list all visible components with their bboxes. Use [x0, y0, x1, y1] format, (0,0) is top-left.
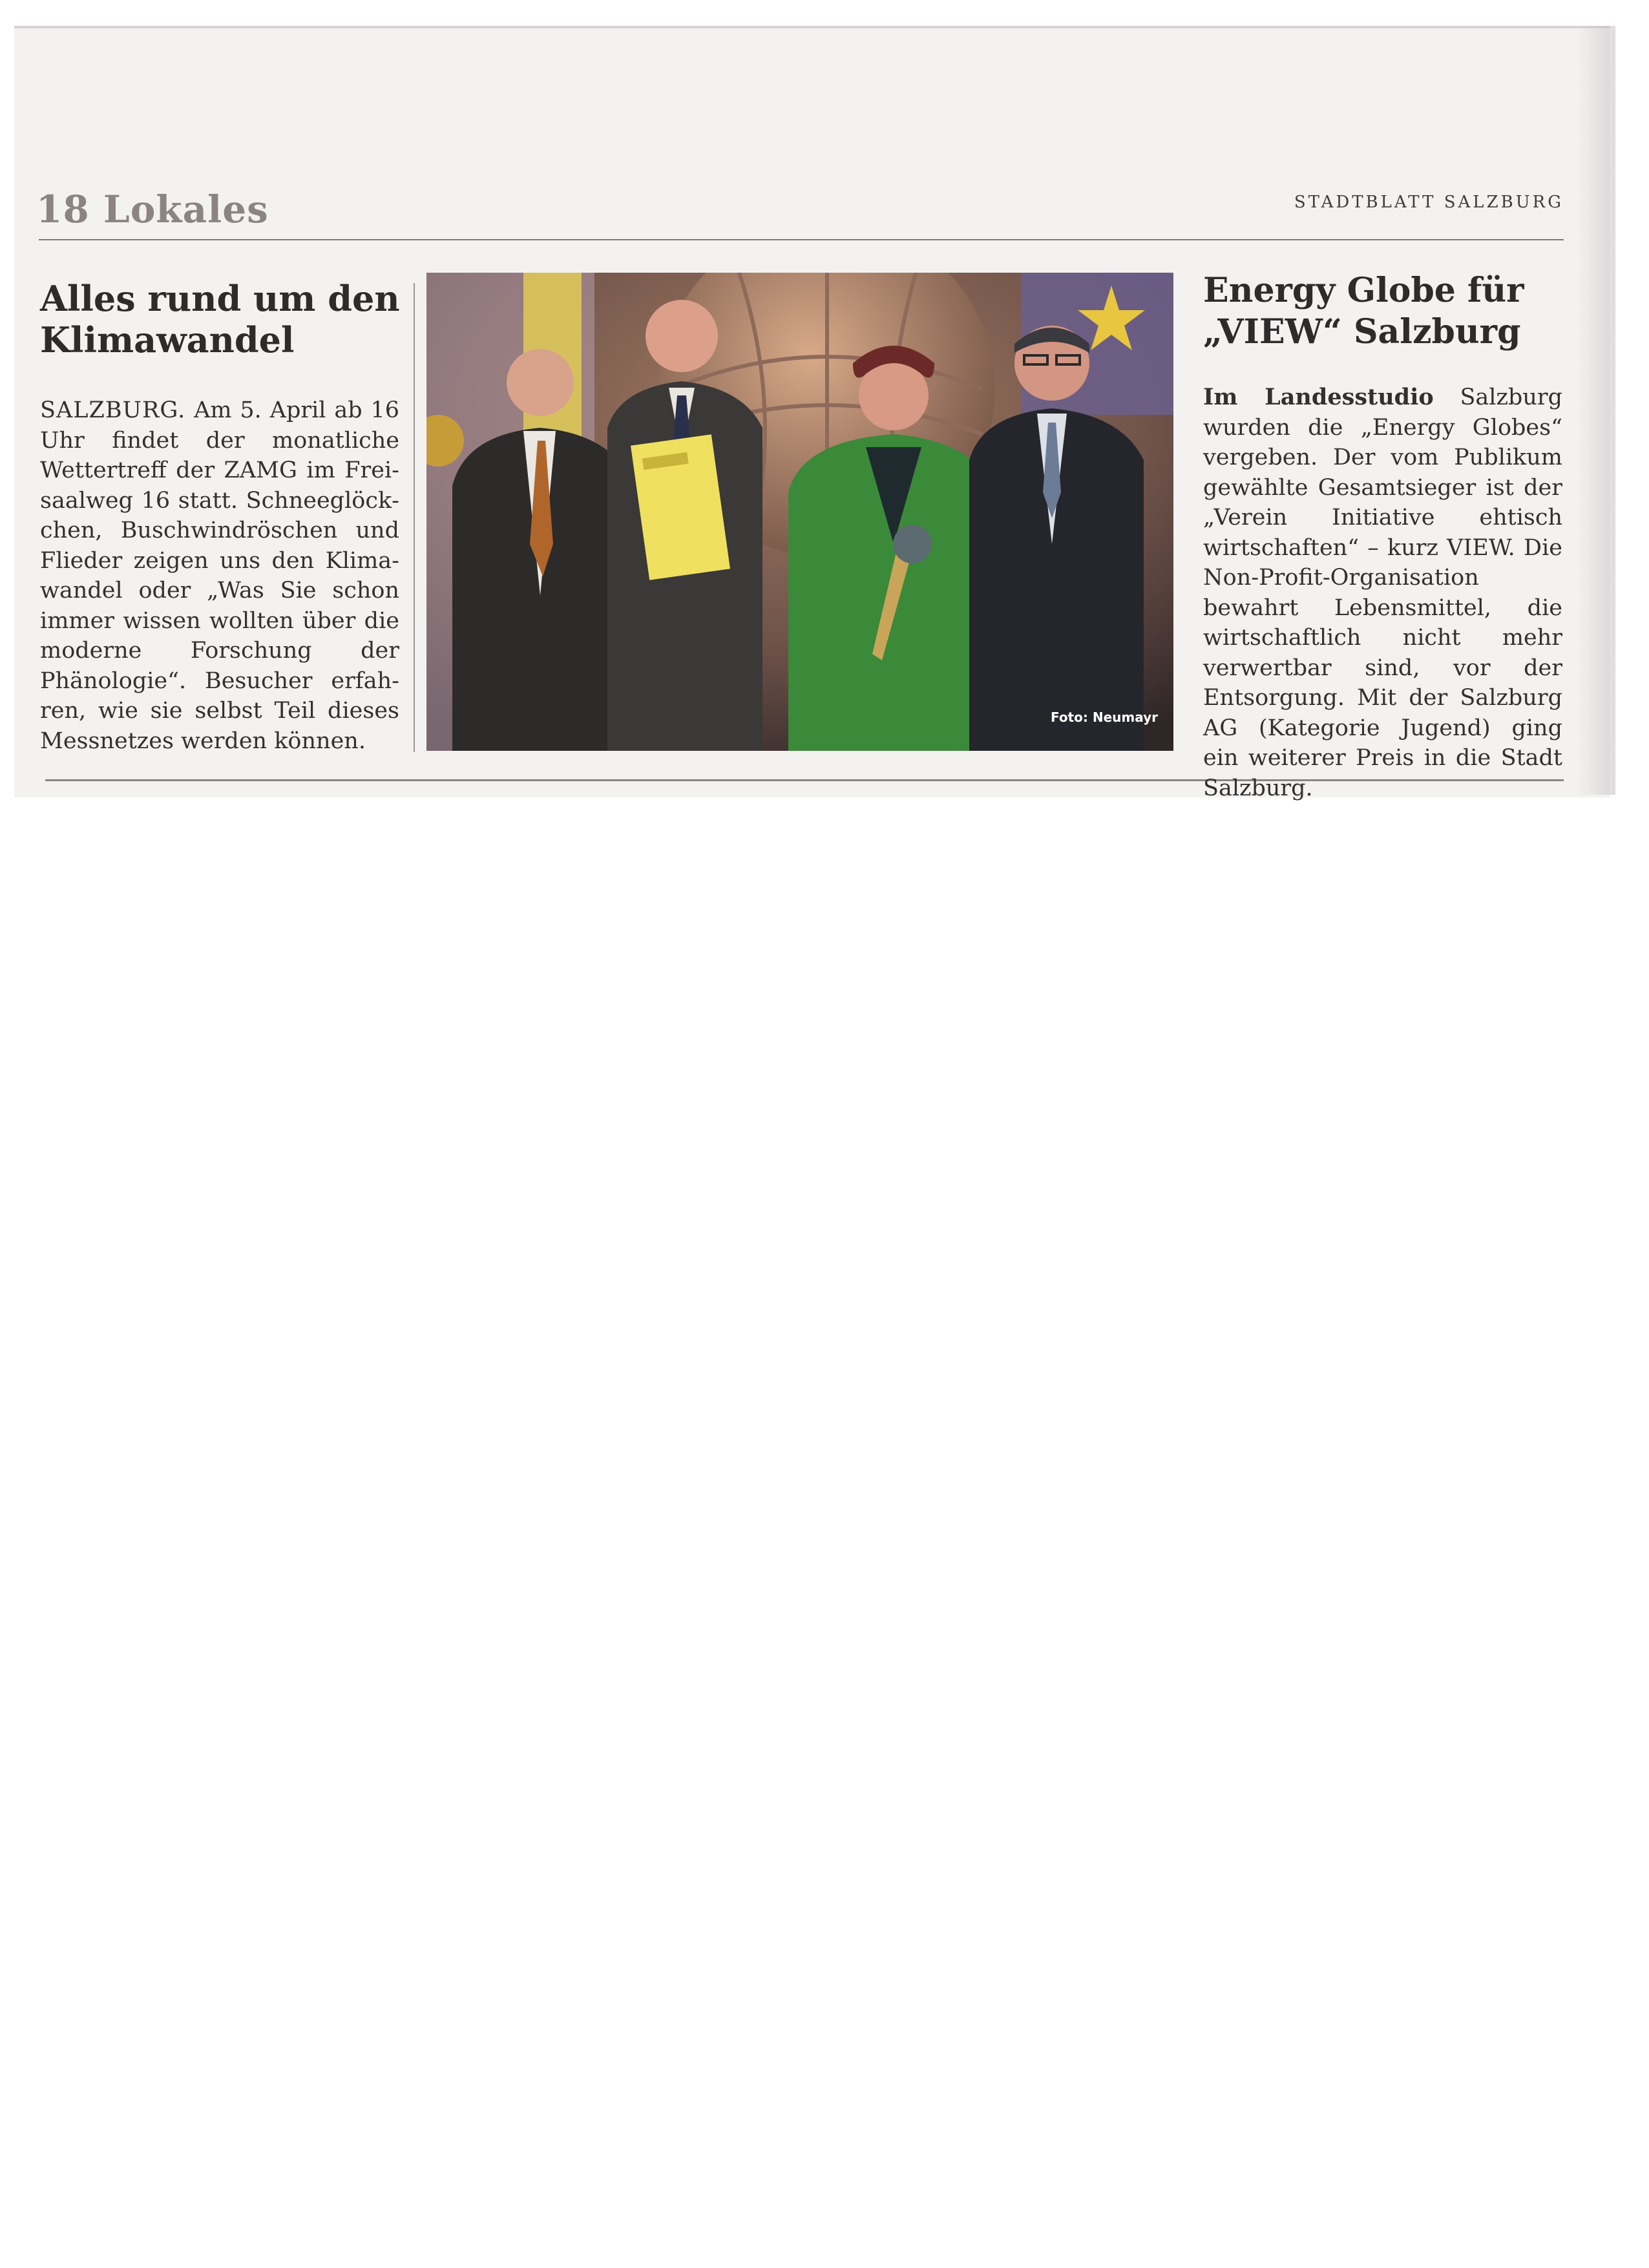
column-divider	[414, 283, 415, 752]
right-article-text: Salzburg wurden die „Energy Globes“ vergeben. Der vom Publikum gewählte Gesamtsieger ist der „Verein Initiative ehtisch wirtschaften“ – kurz VIEW. Die Non-Profit-Organisation bewahrt Lebensmittel, die wirtschaftlich nicht mehr verwertbar sind, vor der Entsorgung. Mit der Salzburg AG (Kategorie Jugend) ging ein weiterer Preis in die Stadt Salzburg.	[1203, 384, 1562, 801]
clipping-edge-shadow	[1577, 26, 1615, 795]
right-article-body	[1203, 383, 1562, 803]
left-article-headline: Alles rund um den Klimawandel	[40, 278, 400, 361]
right-article-lead: Im Landesstudio	[1203, 384, 1434, 410]
page-number: 18	[36, 187, 90, 231]
section-title: Lokales	[103, 187, 269, 231]
left-article-text: Am 5. April ab 16 Uhr findet der monatliche Wettertreff der ZAMG im Freisaalweg 16 statt. Schneeglöckchen, Buschwindröschen und Flieder zeigen uns den Klimawandel oder „Was Sie schon immer wissen wollten über die moderne Forschung der Phänologie“. Besucher erfahren, wie sie selbst Teil dieses Messnetzes werden können.	[40, 397, 399, 754]
right-article-headline: Energy Globe für „VIEW“ Salzburg	[1203, 271, 1524, 352]
award-photo	[426, 273, 1173, 751]
page-header-section	[36, 187, 269, 231]
publication-name: STADTBLATT SALZBURG	[1294, 193, 1564, 212]
header-divider	[39, 239, 1564, 240]
left-article-body	[40, 395, 399, 756]
award-photo-illustration	[426, 273, 1173, 751]
photo-credit: Foto: Neumayr	[1050, 709, 1158, 725]
left-article-dateline: SALZBURG.	[40, 397, 186, 423]
